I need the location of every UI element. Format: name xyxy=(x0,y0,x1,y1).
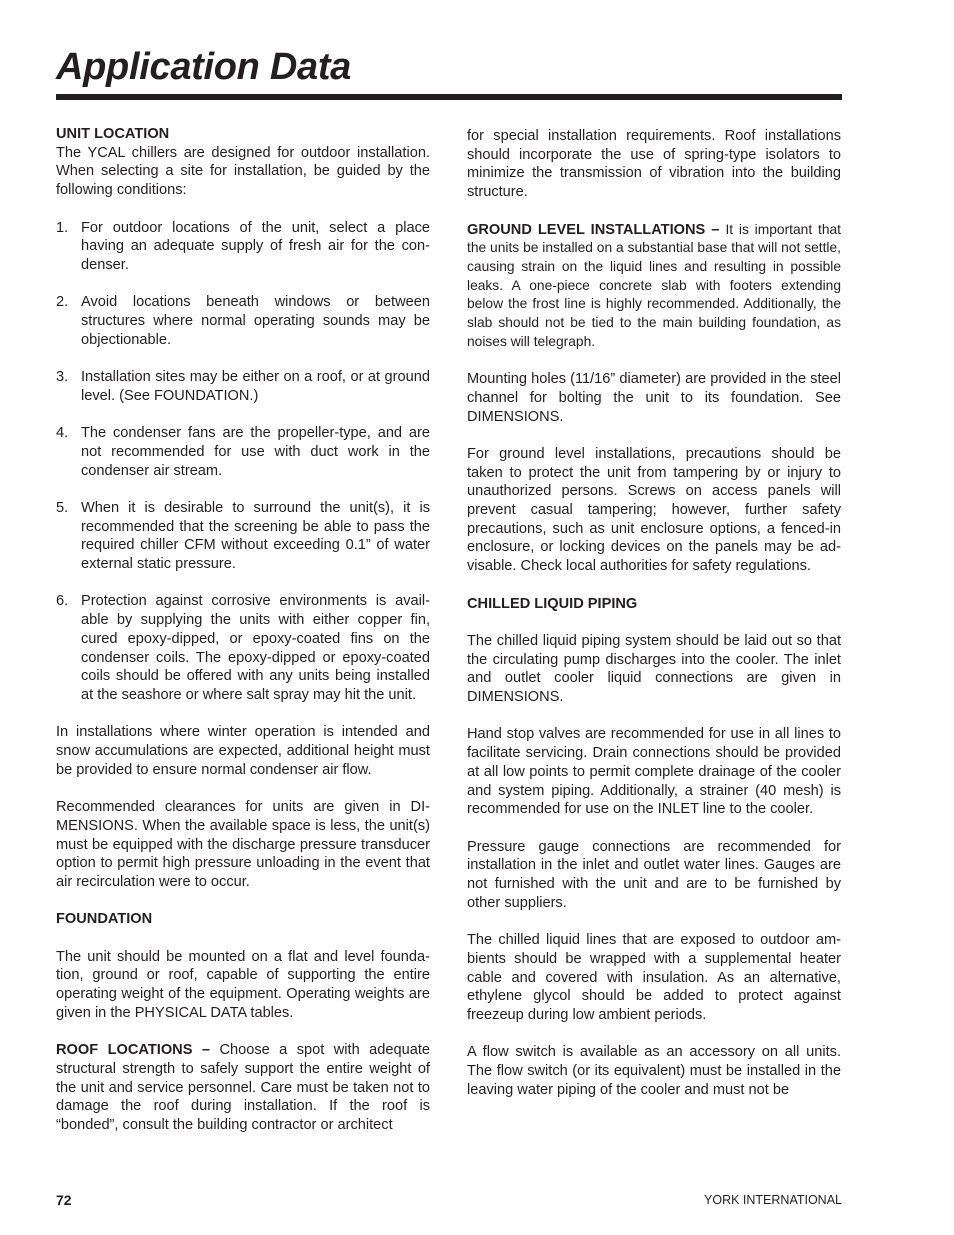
list-item xyxy=(56,219,430,275)
winter-operation-paragraph: In installations where winter operation is intended and snow accumulations are expected, additional height must be provided to ensure normal condenser air flow. xyxy=(56,724,430,778)
roof-locations-text: Choose a spot with adequate structural strength to safely support the entire weight of the unit and service personnel. Care must be taken not to damage the roof during installation. If the roof is “bonded”, consult the building contractor or architect xyxy=(56,1042,430,1134)
roof-locations-label: ROOF LOCATIONS – xyxy=(56,1042,210,1059)
list-number: 5. xyxy=(56,499,69,516)
list-text: Installation sites may be either on a roof, or at ground level. (See FOUNDATION.) xyxy=(81,369,430,404)
chilled-liquid-piping-heading: CHILLED LIQUID PIPING xyxy=(467,595,638,612)
clearances-paragraph: Recommended clearances for units are given in DI-MENSIONS. When the available space is less, the unit(s) must be equipped with the discharge pressure transducer option to permit high pressure unloading in the event that air recirculation were to occur. xyxy=(56,799,430,890)
list-number: 6. xyxy=(56,593,69,610)
list-text: The condenser fans are the propeller-type, and are not recommended for use with duct work in the condenser air stream. xyxy=(81,425,430,479)
ground-level-label: GROUND LEVEL INSTALLATIONS – xyxy=(467,221,720,238)
unit-location-heading: UNIT LOCATION xyxy=(56,126,170,142)
list-item xyxy=(56,293,430,349)
list-text: When it is desirable to surround the unit(s), it is recommended that the screening be able to pass the required chiller CFM without exceeding 0.1” of water external static pressure. xyxy=(81,499,430,573)
piping-paragraph-1: The chilled liquid piping system should be laid out so that the circulating pump discharges into the cooler. The inlet and outlet cooler liquid connections are given in DIMENSIONS. xyxy=(467,632,841,706)
list-number: 1. xyxy=(56,219,69,236)
left-column xyxy=(56,125,430,1153)
list-text: For outdoor locations of the unit, select a place having an adequate supply of fresh air for the con-denser. xyxy=(81,219,430,273)
foundation-paragraph: The unit should be mounted on a flat and level founda-tion, ground or roof, capable of supporting the entire operating weight of the equipment. Operating weights are given in the PHYSICAL DATA tables. xyxy=(56,948,430,1021)
list-number: 2. xyxy=(56,294,69,311)
list-item xyxy=(56,368,430,405)
list-item xyxy=(56,424,430,480)
piping-paragraph-2: Hand stop valves are recommended for use in all lines to facilitate servicing. Drain connections should be provided at all low points to permit complete drainage of the cooler and system piping. Additionally, a strainer (40 mesh) is recommended for use on the INLET line to the cooler. xyxy=(467,726,841,818)
list-item xyxy=(56,592,430,704)
list-number: 4. xyxy=(56,425,69,442)
list-text: Protection against corrosive environments is avail-able by supplying the units with either copper fin, cured epoxy-dipped, or epoxy-coated fins on the condenser coils. The epoxy-dipped or epoxy-coated coils should be offered with any units being installed at the seashore or where salt spray may hit the unit. xyxy=(81,593,430,703)
roof-locations-paragraph xyxy=(56,1041,430,1135)
piping-paragraph-4: The chilled liquid lines that are exposed to outdoor am-bients should be wrapped with a supplemental heater cable and covered with insulation. As an alternative, ethylene glycol should be added to protect against freezeup during low ambient periods. xyxy=(467,932,841,1023)
right-column xyxy=(467,127,841,1118)
list-text: Avoid locations beneath windows or between structures where normal operating sounds may be objectionable. xyxy=(81,294,430,348)
ground-level-text: It is important that the units be installed on a substantial base that will not settle, causing strain on the liquid lines and resulting in possible leaks. A one-piece concrete slab with footers extending below the frost line is highly recommended. Additionally, the slab should not be tied to the main building foundation, as noises will telegraph. xyxy=(467,221,842,349)
piping-paragraph-5: A flow switch is available as an accessory on all units. The flow switch (or its equivalent) must be installed in the leaving water piping of the cooler and must not be xyxy=(467,1044,841,1098)
page-title: Application Data xyxy=(56,46,352,88)
roof-continued-paragraph: for special installation requirements. Roof installations should incorporate the use of spring-type isolators to minimize the transmission of vibration into the building structure. xyxy=(467,128,841,201)
ground-level-paragraph xyxy=(467,221,841,352)
footer-company: YORK INTERNATIONAL xyxy=(704,1193,842,1207)
unit-location-intro: The YCAL chillers are designed for outdoor installation. When selecting a site for installation, be guided by the following conditions: xyxy=(56,144,430,199)
piping-paragraph-3: Pressure gauge connections are recommended for installation in the inlet and outlet water lines. Gauges are not furnished with the unit and are to be furnished by other suppliers. xyxy=(467,838,841,911)
foundation-heading: FOUNDATION xyxy=(56,911,153,928)
list-item xyxy=(56,499,430,574)
title-rule xyxy=(56,94,842,100)
precautions-paragraph: For ground level installations, precautions should be taken to protect the unit from tampering by or injury to unauthorized persons. Screws on access panels will prevent casual tampering; however, further safety precautions, such as unit enclosure options, a fenced-in enclosure, or locking devices on the panels may be ad-visable. Check local authorities for safety regulations. xyxy=(467,445,841,575)
list-number: 3. xyxy=(56,369,69,386)
page-number: 72 xyxy=(56,1192,72,1208)
mounting-holes-paragraph: Mounting holes (11/16” diameter) are provided in the steel channel for bolting the unit to its foundation. See DIMENSIONS. xyxy=(467,371,841,425)
site-conditions-list xyxy=(56,219,430,705)
